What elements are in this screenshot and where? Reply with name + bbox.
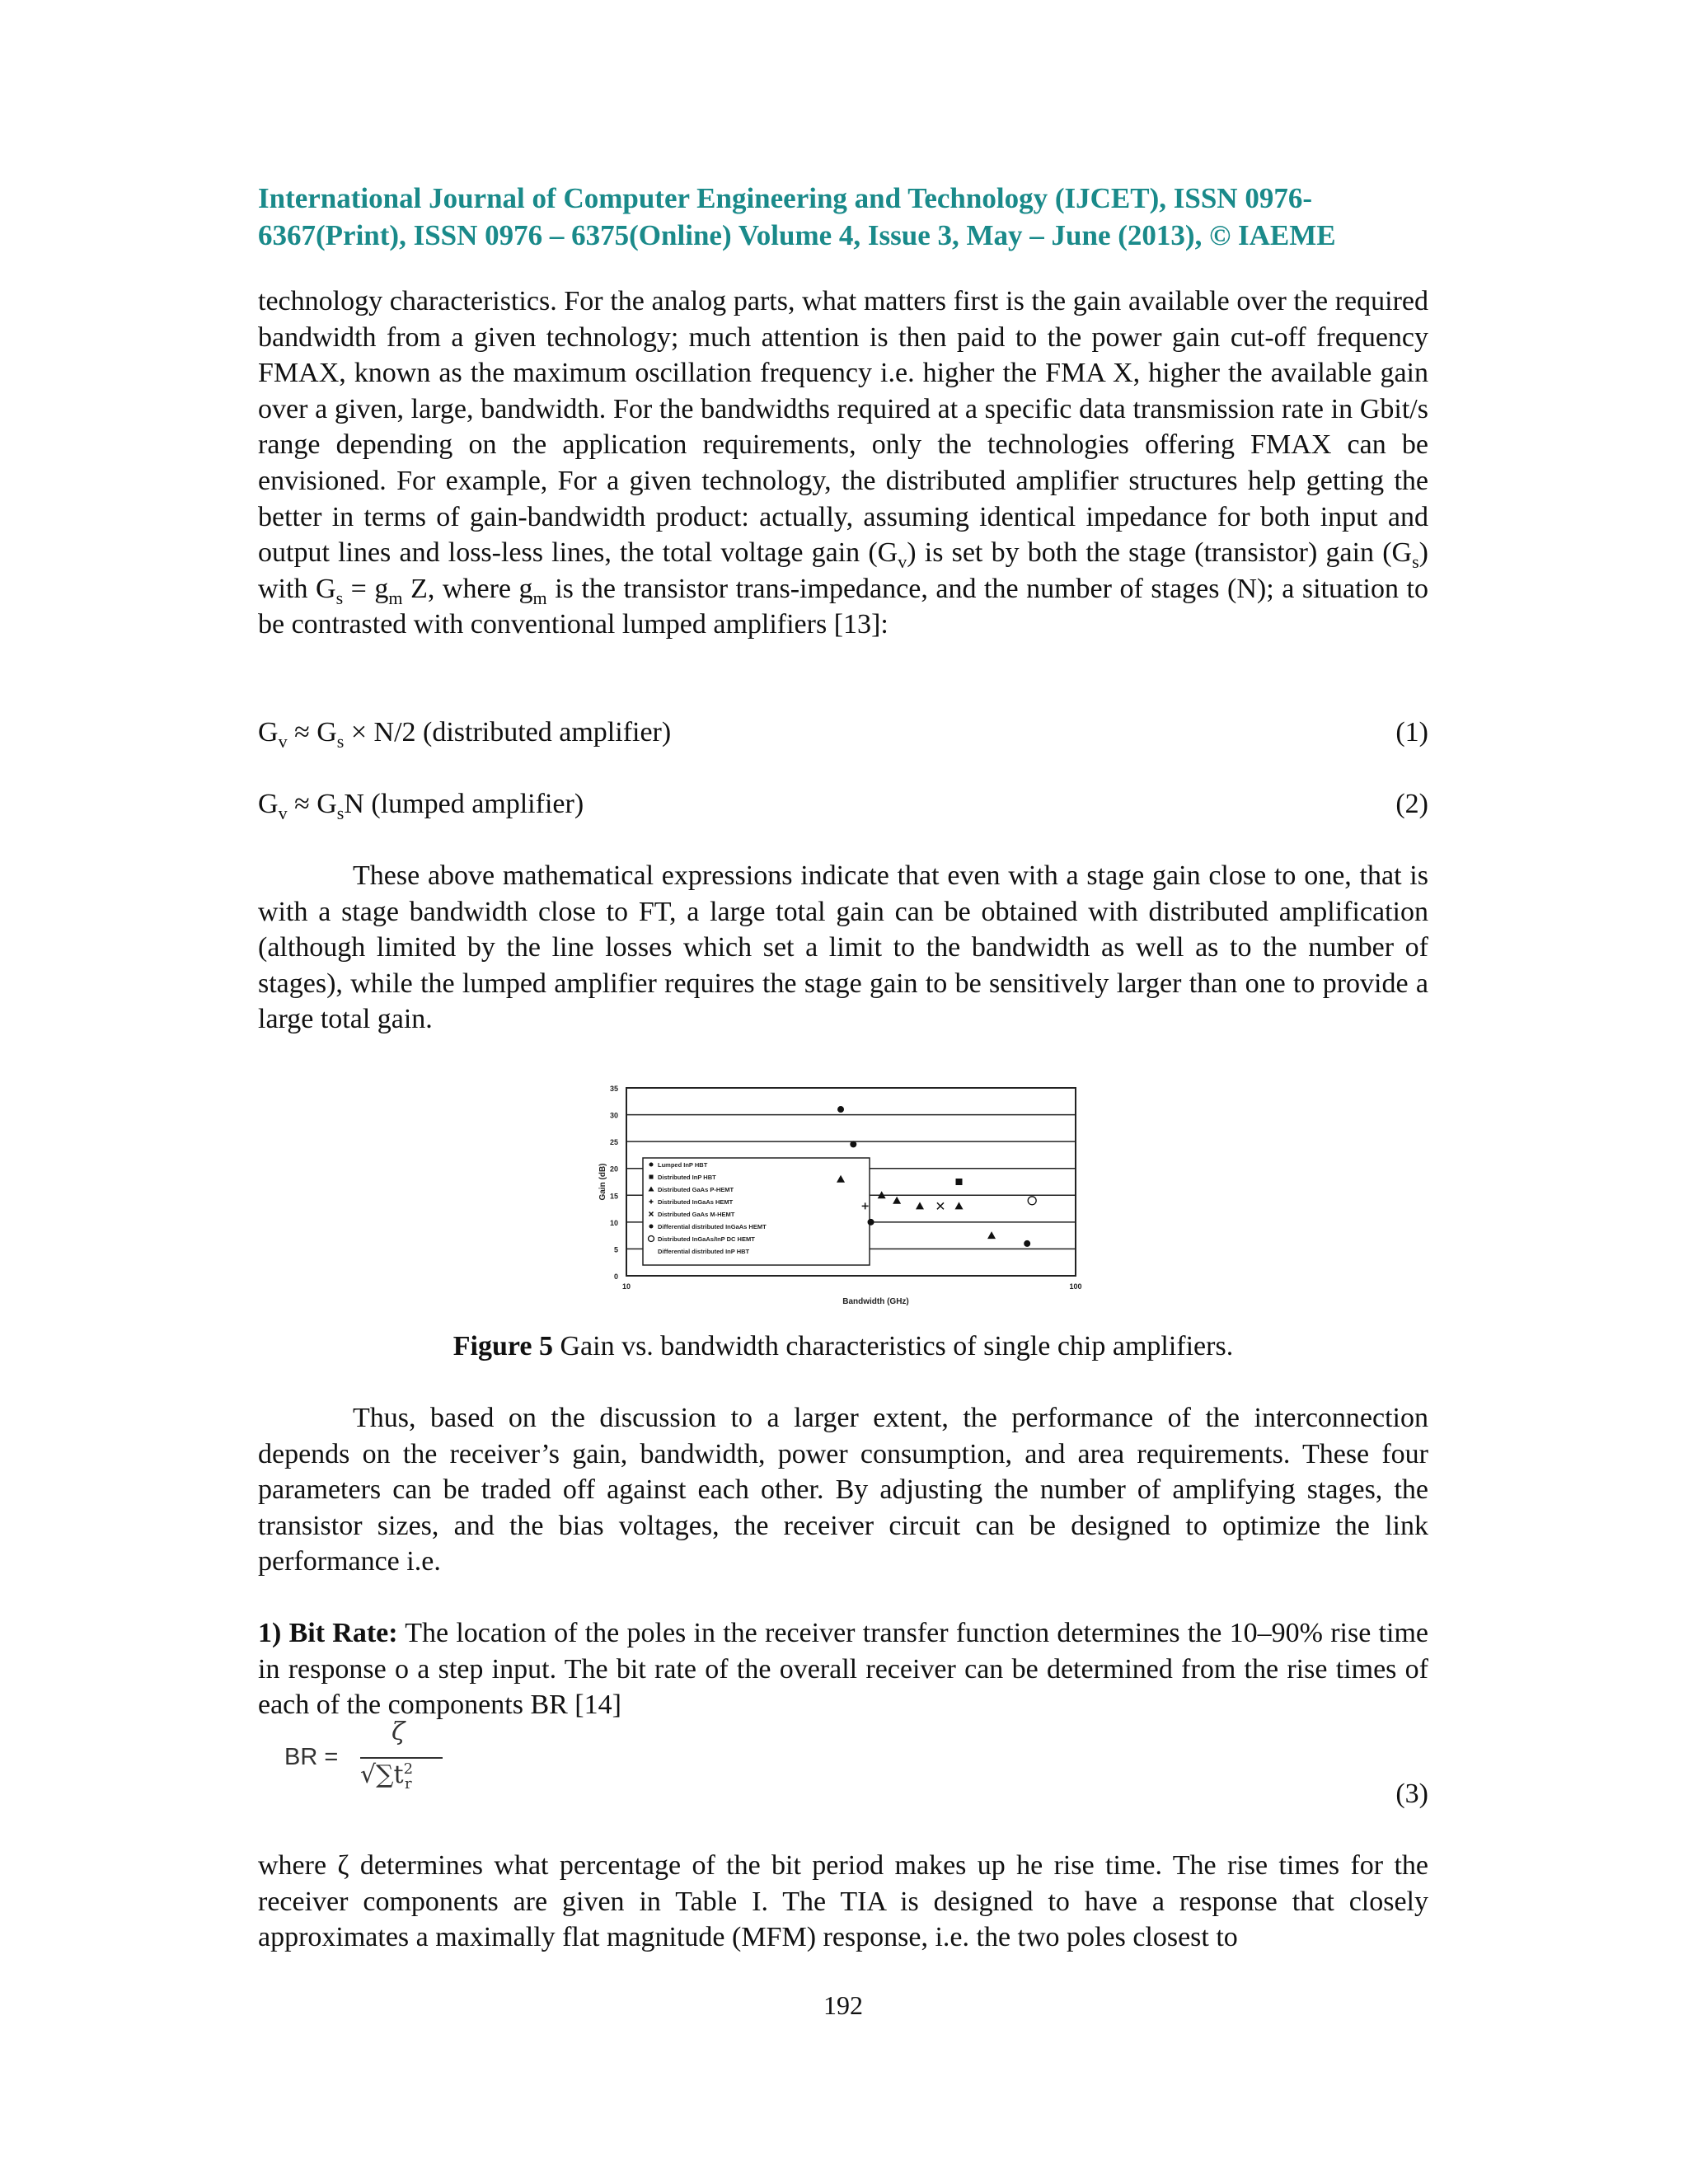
x-axis-label: Bandwidth (GHz): [842, 1297, 909, 1306]
y-tick-label: 30: [609, 1111, 618, 1120]
legend-entry: Distributed InP HBT: [658, 1174, 716, 1181]
legend-entry: Distributed GaAs M-HEMT: [658, 1211, 735, 1218]
data-point: [868, 1219, 874, 1226]
legend-entry: Lumped InP HBT: [658, 1161, 708, 1169]
y-axis-label: Gain (dB): [598, 1163, 607, 1201]
legend-entry: Differential distributed InP HBT: [658, 1248, 750, 1255]
legend-marker: [649, 1175, 654, 1179]
legend-marker: [649, 1163, 654, 1167]
legend-entry: Differential distributed InGaAs HEMT: [658, 1223, 767, 1230]
equation-1: $G_v \approx G_s \times N/2$ (distributed amplifier) (1): [258, 715, 1428, 751]
data-point: [955, 1179, 962, 1185]
legend-entry: Distributed InGaAs HEMT: [658, 1198, 734, 1206]
legend-entry: Distributed InGaAs/InP DC HEMT: [658, 1235, 755, 1243]
page-number: 192: [823, 1990, 863, 2020]
equation-number: (2): [1395, 789, 1428, 819]
y-tick-label: 25: [609, 1138, 618, 1147]
journal-header: [258, 180, 1428, 254]
x-tick-label: 100: [1069, 1282, 1082, 1291]
paragraph-2: These above mathematical expressions indicate that even with a stage gain close to one, that is with a stage bandwidth close to FT, a large total gain can be obtained with distributed amplification (although limited by the line losses which set a limit to the bandwidth as well as to the number of stages), while the lumped amplifier requires the stage gain to be sensitively larger than one to provide a large total gain.: [258, 860, 1428, 1035]
paragraph-3: Thus, based on the discussion to a larger extent, the performance of the interconnection depends on the receiver’s gain, bandwidth, power consumption, and area requirements. These four parameters can be traded off against each other. By adjusting the number of amplifying stages, the transistor sizes, and the bias voltages, the receiver circuit can be designed to optimize the link performance i.e.: [258, 1403, 1428, 1577]
equation-2: $G_v \approx G_sN$ (lumped amplifier) (2): [258, 786, 1428, 823]
x-tick-label: 10: [621, 1282, 631, 1291]
header-line-1: International Journal of Computer Engineering and Technology (IJCET), ISSN 0976-: [258, 182, 1312, 214]
y-tick-label: 0: [613, 1272, 618, 1281]
data-point: [954, 1202, 963, 1209]
y-tick-label: 35: [609, 1085, 618, 1093]
y-tick-label: 10: [609, 1218, 618, 1227]
paragraph-5: where ζ determines what percentage of the bit period makes up he rise time. The rise times for the receiver components are given in Table I. The TIA is designed to have a response that closely approximates a maximally flat magnitude (MFM) response, i.e. the two poles closest to: [258, 1850, 1428, 1953]
data-point: [1024, 1240, 1030, 1247]
header-line-2: 6367(Print), ISSN 0976 – 6375(Online) Volume 4, Issue 3, May – June (2013), © IAEME: [258, 219, 1336, 251]
bit-rate-formula: BR = ζ $√\sum t^2_r$: [284, 1721, 466, 1795]
equation-number: (1): [1395, 717, 1428, 748]
data-point: [893, 1197, 901, 1204]
paragraph-1: technology characteristics. For the analog parts, what matters first is the gain available over the required bandwidth from a given technology; much attention is then paid to the power gain cut-off frequency FMAX, known as the maximum oscillation frequency i.e. higher the FMA X, higher the available gain over a given, large, bandwidth. For the bandwidths required at a specific data transmission rate in Gbit/s range depending on the application requirements, only the technologies offering FMAX can be envisioned. For example, For a given technology, the distributed amplifier structures help getting the better in terms of gain-bandwidth product: actually, assuming identical impedance for both input and output lines and loss-less lines, the total voltage gain $(G_v)$ is set by both the stage (transistor) gain $(G_s)$ with $G_s = g_m$ Z, where $g_m$ is the transistor trans-impedance, and the number of stages (N); a situation to be contrasted with conventional lumped amplifiers [13]:: [258, 286, 1428, 640]
fraction-bar: [360, 1757, 443, 1759]
y-tick-label: 20: [609, 1165, 618, 1174]
paragraph-4: 1) Bit Rate: The location of the poles in the receiver transfer function determines the 10–90% rise time in response o a step input. The bit rate of the overall receiver can be determined from the rise times of each of the components BR [14]: [258, 1618, 1428, 1721]
y-tick-label: 15: [609, 1192, 618, 1201]
figure-5: [593, 1080, 1088, 1319]
legend-marker: [649, 1225, 654, 1229]
y-tick-label: 5: [613, 1245, 618, 1254]
legend-entry: Distributed GaAs P-HEMT: [658, 1186, 734, 1193]
data-point: [937, 1202, 944, 1209]
data-point: [916, 1202, 924, 1209]
equation-3-number: (3): [1395, 1779, 1428, 1809]
data-point: [987, 1231, 996, 1239]
figure-caption: Figure 5 Gain vs. bandwidth characteristics of single chip amplifiers.: [452, 1331, 1234, 1361]
data-point: [837, 1106, 844, 1113]
denominator: $√\sum t^2_r$: [360, 1760, 414, 1793]
data-point: [850, 1141, 856, 1147]
gain-bandwidth-chart: [593, 1080, 1088, 1319]
data-point: [1028, 1197, 1036, 1205]
